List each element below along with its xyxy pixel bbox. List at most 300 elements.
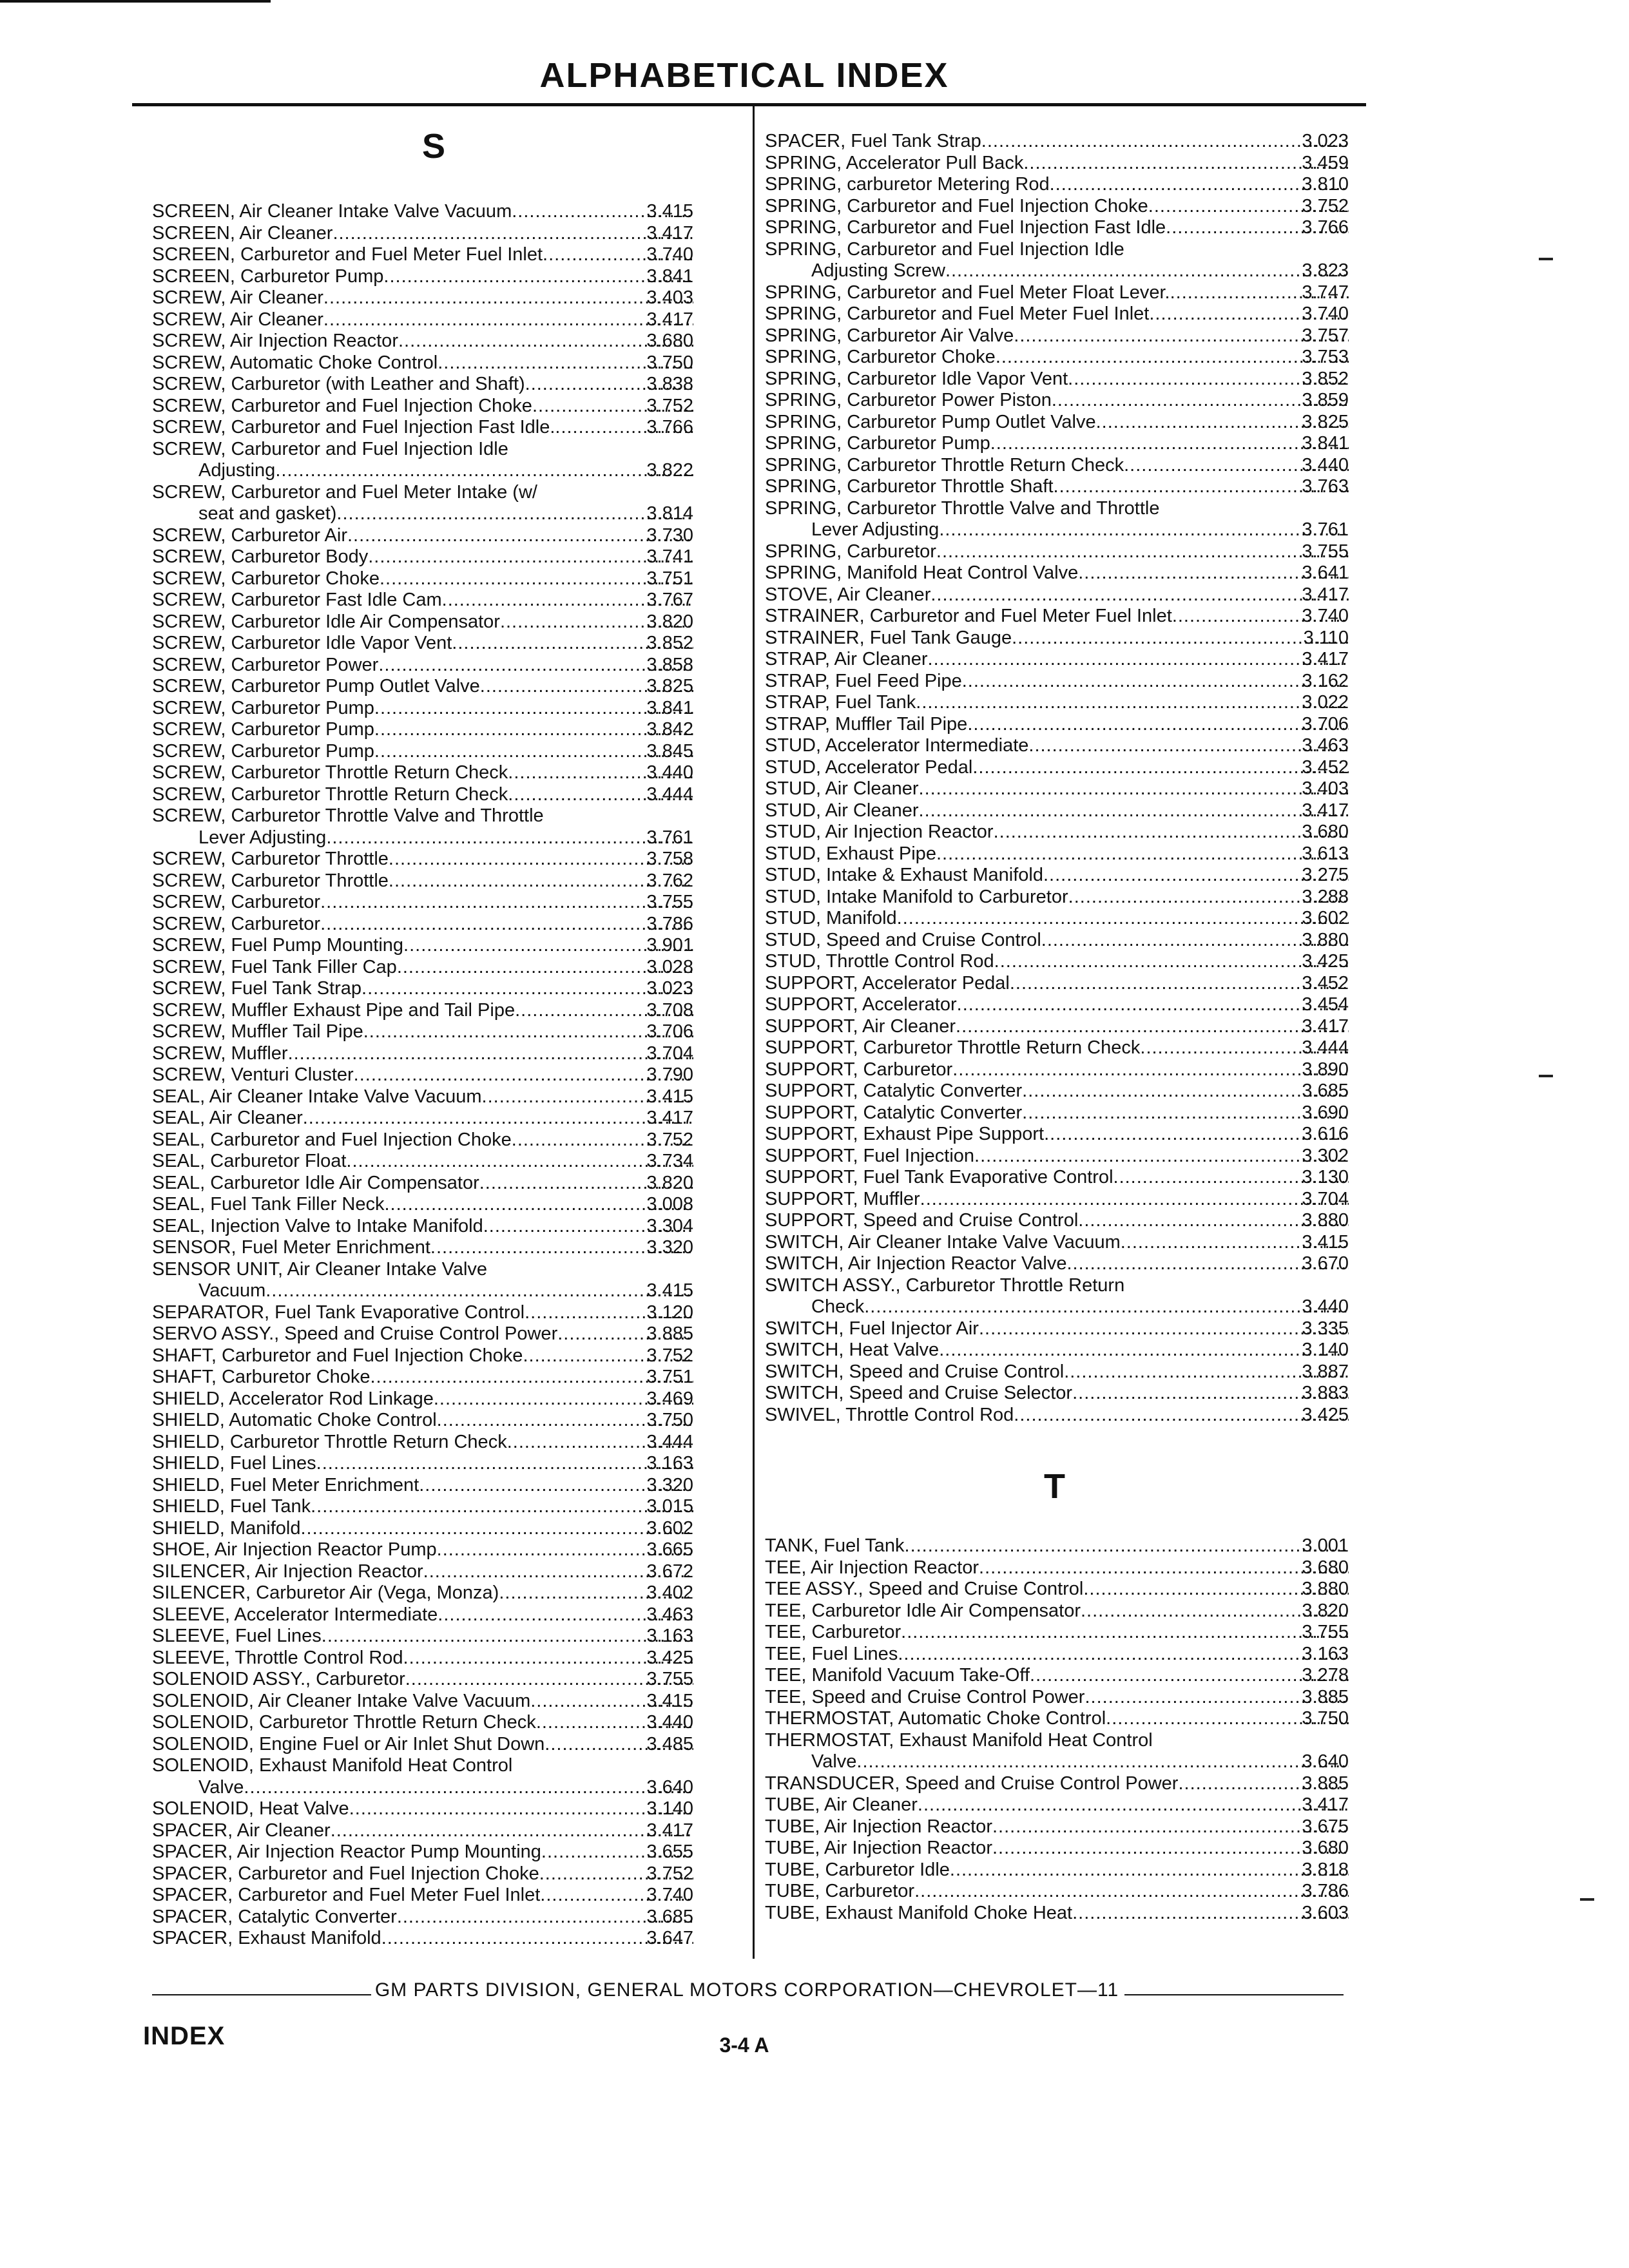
index-entry-page: 3.706 (1302, 713, 1349, 735)
index-entry-label: SCREW, Carburetor Pump ..... (152, 741, 693, 762)
index-entry-page: 3.820 (1302, 1600, 1349, 1621)
index-entry-label: SPRING, Carburetor Idle Vapor Vent ..... (765, 369, 1349, 389)
index-entry (765, 778, 1349, 800)
index-entry-page: 3.880 (1302, 929, 1349, 950)
index-entry (152, 1173, 693, 1195)
index-entry-page: 3.444 (1302, 1037, 1349, 1058)
index-entry (765, 412, 1349, 434)
index-entry-page: 3.704 (646, 1043, 693, 1064)
index-entry-label: SPRING, Carburetor Power Piston ..... (765, 390, 1349, 410)
index-entry-page: 3.750 (646, 1410, 693, 1430)
index-entry-label: TRANSDUCER, Speed and Cruise Control Power ..... (765, 1773, 1349, 1794)
index-entry (765, 455, 1349, 477)
index-entry (152, 417, 693, 439)
index-entry-label: SUPPORT, Accelerator ..... (765, 994, 1349, 1015)
index-entry-label: SUPPORT, Muffler ..... (765, 1189, 1349, 1209)
index-entry-label: SPRING, Carburetor and Fuel Injection Fast Idle ..... (765, 217, 1349, 238)
index-entry-page: 3.752 (646, 1129, 693, 1150)
index-entry (765, 1189, 1349, 1211)
index-entry-page: 3.880 (1302, 1579, 1349, 1599)
index-entry (152, 1432, 693, 1454)
index-entry-label: SHIELD, Fuel Tank ..... (152, 1496, 693, 1517)
index-entry-page: 3.838 (646, 374, 693, 394)
index-entry-label: SEAL, Air Cleaner Intake Valve Vacuum ..... (152, 1086, 693, 1107)
index-entry-label: SPRING, Carburetor Throttle Valve and Throttle (765, 497, 1160, 519)
index-entry (765, 1081, 1349, 1102)
index-entry-label: Valve ..... (811, 1751, 1349, 1772)
index-entry-page: 3.163 (646, 1453, 693, 1474)
index-entry-page: 3.887 (1302, 1361, 1349, 1382)
index-entry-page: 3.750 (1302, 1708, 1349, 1729)
index-entry-page: 3.680 (1302, 1838, 1349, 1858)
index-entry-label: SWITCH ASSY., Carburetor Throttle Return (765, 1274, 1125, 1296)
index-entry-page: 3.750 (646, 352, 693, 373)
index-entry-label: STRAP, Air Cleaner ..... (765, 649, 1349, 669)
index-entry-label: SCREW, Carburetor Choke ..... (152, 568, 693, 589)
index-entry (765, 498, 1349, 520)
index-entry-page: 3.417 (1302, 649, 1349, 669)
index-entry-label: TUBE, Air Injection Reactor ..... (765, 1816, 1349, 1837)
index-entry-page: 3.752 (646, 395, 693, 416)
index-entry (765, 217, 1349, 239)
index-entry (765, 1600, 1349, 1622)
index-entry (152, 223, 693, 245)
index-entry (765, 303, 1349, 325)
index-entry-label: SCREEN, Carburetor Pump ..... (152, 266, 693, 287)
index-entry-page: 3.740 (1302, 303, 1349, 324)
index-entry-label: SCREW, Carburetor Throttle Return Check ..... (152, 762, 693, 783)
index-entry-page: 3.675 (1302, 1816, 1349, 1837)
index-entry-label: seat and gasket) ..... (198, 503, 693, 524)
index-entry-label: SEAL, Air Cleaner ..... (152, 1108, 693, 1128)
index-entry-page: 3.751 (646, 568, 693, 589)
index-entry-label: SCREW, Carburetor Air ..... (152, 525, 693, 546)
index-entry-page: 3.613 (1302, 843, 1349, 864)
index-entry (152, 1885, 693, 1907)
index-entry-label: SILENCER, Air Injection Reactor ..... (152, 1561, 693, 1582)
index-entry-label: Lever Adjusting ..... (198, 827, 693, 848)
index-entry-page: 3.304 (646, 1215, 693, 1236)
index-entry (765, 1102, 1349, 1124)
index-entry-page: 3.022 (1302, 692, 1349, 713)
index-entry (152, 914, 693, 936)
index-entry-label: SCREW, Carburetor Pump ..... (152, 719, 693, 740)
index-entry-label: SPRING, Carburetor Choke ..... (765, 347, 1349, 367)
index-entry-label: SHIELD, Automatic Choke Control ..... (152, 1410, 693, 1430)
index-entry-label: SCREW, Carburetor ..... (152, 892, 693, 912)
index-entry-page: 3.415 (646, 1086, 693, 1107)
index-entry-page: 3.278 (1302, 1665, 1349, 1686)
index-entry (152, 1496, 693, 1518)
index-entry (765, 628, 1349, 649)
footer-text: GM PARTS DIVISION, GENERAL MOTORS CORPORATION—CHEVROLET—11 (374, 1979, 1119, 2001)
index-entry (152, 741, 693, 763)
index-entry-label: STUD, Intake Manifold to Carburetor ..... (765, 887, 1349, 907)
index-entry (152, 698, 693, 720)
index-entry (152, 957, 693, 979)
index-entry-label: SHIELD, Fuel Meter Enrichment ..... (152, 1475, 693, 1495)
index-entry-label: Adjusting ..... (198, 460, 693, 481)
index-entry (765, 347, 1349, 369)
index-entry-label: SPACER, Catalytic Converter ..... (152, 1907, 693, 1927)
index-entry-page: 3.880 (1302, 1210, 1349, 1231)
index-entry (765, 1773, 1349, 1795)
index-entry (152, 1367, 693, 1389)
index-entry (152, 546, 693, 568)
page-title: ALPHABETICAL INDEX (539, 56, 949, 95)
index-entry-page: 3.463 (646, 1604, 693, 1625)
index-entry-label: STUD, Air Injection Reactor ..... (765, 822, 1349, 842)
index-entry (765, 1622, 1349, 1644)
index-entry (765, 562, 1349, 584)
index-entry (152, 1669, 693, 1691)
index-entry (765, 1579, 1349, 1600)
index-entry-page: 3.417 (1302, 1015, 1349, 1037)
index-entry-label: SUPPORT, Carburetor Throttle Return Check ..... (765, 1037, 1349, 1058)
index-entry-page: 3.755 (646, 892, 693, 912)
index-entry-page: 3.740 (1302, 606, 1349, 626)
index-entry-page: 3.814 (646, 503, 693, 524)
index-entry (765, 196, 1349, 218)
index-entry-page: 3.859 (1302, 390, 1349, 410)
index-entry-label: STRAINER, Carburetor and Fuel Meter Fuel Inlet ..... (765, 606, 1349, 626)
index-entry-label: SCREW, Carburetor Throttle Valve and Throttle (152, 805, 544, 826)
index-entry-page: 3.755 (646, 1669, 693, 1689)
index-entry-page: 3.140 (1302, 1340, 1349, 1360)
index-entry (765, 1751, 1349, 1773)
index-entry (152, 805, 693, 827)
header-rule (132, 103, 1366, 106)
index-entry-label: SOLENOID, Carburetor Throttle Return Check ..... (152, 1712, 693, 1733)
index-entry-page: 3.670 (1302, 1253, 1349, 1274)
index-entry (765, 1037, 1349, 1059)
index-entry (152, 1453, 693, 1475)
index-entry-label: SEAL, Carburetor Idle Air Compensator ..... (152, 1173, 693, 1193)
index-entry-label: THERMOSTAT, Automatic Choke Control ..... (765, 1708, 1349, 1729)
column-divider (753, 103, 755, 1959)
index-entry-label: SCREW, Fuel Pump Mounting ..... (152, 935, 693, 956)
index-entry-label: SCREEN, Air Cleaner Intake Valve Vacuum ..... (152, 201, 693, 222)
index-entry-page: 3.690 (1302, 1102, 1349, 1123)
index-entry-label: STUD, Accelerator Pedal ..... (765, 757, 1349, 778)
index-entry-label: STUD, Accelerator Intermediate ..... (765, 735, 1349, 756)
index-entry-page: 3.602 (646, 1517, 693, 1539)
index-entry (152, 1021, 693, 1043)
index-entry-page: 3.766 (646, 417, 693, 437)
index-entry (765, 1275, 1349, 1297)
top-edge-mark (0, 0, 271, 3)
index-entry-page: 3.425 (1302, 1404, 1349, 1425)
index-entry (152, 827, 693, 849)
index-entry-label: STUD, Speed and Cruise Control ..... (765, 930, 1349, 950)
index-entry-page: 3.163 (1302, 1643, 1349, 1664)
index-entry (765, 174, 1349, 196)
index-entry-label: SCREW, Carburetor ..... (152, 914, 693, 934)
index-entry (765, 153, 1349, 175)
index-entry (765, 1059, 1349, 1081)
index-entry (765, 239, 1349, 261)
index-entry (152, 1302, 693, 1324)
index-entry (152, 1841, 693, 1863)
index-entry (152, 1691, 693, 1713)
index-entry (152, 1216, 693, 1238)
index-entry (765, 282, 1349, 304)
index-entry-page: 3.417 (1302, 1794, 1349, 1815)
index-entry-page: 3.640 (646, 1776, 693, 1798)
index-entry-label: SWITCH, Speed and Cruise Control ..... (765, 1361, 1349, 1382)
index-entry-page: 3.425 (646, 1647, 693, 1668)
index-entry-label: SHOE, Air Injection Reactor Pump ..... (152, 1539, 693, 1560)
index-entry-page: 3.883 (1302, 1383, 1349, 1403)
index-entry-label: SHIELD, Manifold ..... (152, 1518, 693, 1539)
index-entry-page: 3.402 (646, 1582, 693, 1603)
index-entry (765, 865, 1349, 887)
index-entry-page: 3.403 (646, 287, 693, 308)
index-entry-page: 3.890 (1302, 1059, 1349, 1080)
index-entry-label: SERVO ASSY., Speed and Cruise Control Power ..... (152, 1323, 693, 1344)
index-entry-page: 3.885 (646, 1323, 693, 1344)
index-entry-label: SPACER, Air Cleaner ..... (152, 1820, 693, 1841)
index-entry-page: 3.440 (646, 762, 693, 783)
index-entry (152, 1539, 693, 1561)
index-entry-label: THERMOSTAT, Exhaust Manifold Heat Control (765, 1729, 1153, 1751)
index-entry-page: 3.602 (1302, 908, 1349, 928)
index-entry-label: STRAP, Fuel Tank ..... (765, 692, 1349, 713)
index-entry-page: 3.655 (646, 1841, 693, 1862)
index-entry-label: SOLENOID ASSY., Carburetor ..... (152, 1669, 693, 1689)
index-entry-label: SCREW, Carburetor Pump Outlet Valve ..... (152, 676, 693, 697)
index-entry-label: SOLENOID, Air Cleaner Intake Valve Vacuum ..... (152, 1691, 693, 1711)
index-entry-page: 3.440 (1302, 1296, 1349, 1317)
index-entry (765, 757, 1349, 779)
index-entry-label: TEE, Carburetor Idle Air Compensator ..... (765, 1600, 1349, 1621)
index-entry-label: SCREW, Muffler Tail Pipe ..... (152, 1021, 693, 1042)
index-entry-page: 3.417 (1302, 800, 1349, 821)
index-entry-page: 3.444 (646, 1431, 693, 1452)
index-entry (152, 1648, 693, 1669)
index-entry-label: TUBE, Carburetor ..... (765, 1881, 1349, 1901)
index-entry-page: 3.440 (646, 1712, 693, 1733)
index-entry-page: 3.753 (1302, 347, 1349, 367)
index-entry-label: SHIELD, Fuel Lines ..... (152, 1453, 693, 1474)
index-entry (765, 1860, 1349, 1881)
index-entry-page: 3.758 (646, 849, 693, 869)
index-entry-page: 3.417 (646, 1108, 693, 1128)
index-entry-label: SWITCH, Speed and Cruise Selector ..... (765, 1383, 1349, 1403)
index-entry-page: 3.110 (1303, 627, 1349, 648)
index-entry-label: SCREEN, Carburetor and Fuel Meter Fuel Inlet ..... (152, 244, 693, 265)
index-entry-label: Lever Adjusting ..... (811, 519, 1349, 540)
index-entry-page: 3.680 (1302, 822, 1349, 842)
index-entry-label: SCREW, Carburetor Body ..... (152, 546, 693, 567)
index-entry (765, 1210, 1349, 1232)
index-entry (152, 1626, 693, 1648)
index-entry-page: 3.415 (646, 1690, 693, 1711)
index-entry (152, 396, 693, 418)
index-entry-label: SOLENOID, Exhaust Manifold Heat Control (152, 1755, 513, 1776)
index-entry-page: 3.028 (646, 956, 693, 977)
index-entry-label: SEAL, Carburetor Float ..... (152, 1151, 693, 1171)
index-entry (152, 1108, 693, 1129)
index-entry-label: SENSOR UNIT, Air Cleaner Intake Valve (152, 1258, 488, 1280)
index-entry-label: SCREW, Fuel Tank Strap ..... (152, 978, 693, 999)
index-entry-label: SCREW, Fuel Tank Filler Cap ..... (152, 957, 693, 977)
index-entry (765, 584, 1349, 606)
index-entry-label: SEAL, Injection Valve to Intake Manifold ..... (152, 1216, 693, 1236)
index-entry (765, 433, 1349, 455)
index-entry (152, 1820, 693, 1842)
index-entry-label: SENSOR, Fuel Meter Enrichment ..... (152, 1237, 693, 1258)
index-entry-label: SPRING, Carburetor Throttle Return Check ..... (765, 455, 1349, 476)
index-entry (152, 439, 693, 461)
index-entry-page: 3.852 (1302, 368, 1349, 389)
index-entry-label: STUD, Air Cleaner ..... (765, 800, 1349, 821)
index-entry-label: SHIELD, Carburetor Throttle Return Check ..... (152, 1432, 693, 1452)
index-entry-page: 3.755 (1302, 1622, 1349, 1642)
index-entry (152, 590, 693, 611)
index-entry (765, 1232, 1349, 1254)
index-entry (765, 1644, 1349, 1666)
index-entry-label: SCREW, Air Cleaner ..... (152, 287, 693, 308)
index-entry-page: 3.680 (646, 331, 693, 351)
margin-tick (1539, 258, 1553, 260)
index-entry (152, 482, 693, 504)
index-entry-label: SPRING, carburetor Metering Rod ..... (765, 174, 1349, 195)
index-entry (152, 1043, 693, 1065)
index-entry-label: SCREW, Carburetor Idle Vapor Vent ..... (152, 633, 693, 653)
index-entry (152, 1129, 693, 1151)
index-entry-page: 3.845 (646, 740, 693, 762)
index-entry-page: 3.417 (646, 222, 693, 244)
index-entry (765, 1557, 1349, 1579)
index-entry-label: Adjusting Screw ..... (811, 260, 1349, 281)
index-entry (152, 1561, 693, 1583)
index-entry (152, 1064, 693, 1086)
index-entry-label: SUPPORT, Fuel Tank Evaporative Control ..... (765, 1167, 1349, 1187)
index-entry (765, 369, 1349, 390)
index-entry-label: STOVE, Air Cleaner ..... (765, 584, 1349, 605)
index-entry-label: SCREW, Muffler ..... (152, 1043, 693, 1064)
index-entry-page: 3.417 (1302, 584, 1349, 605)
index-entry-label: SPRING, Carburetor and Fuel Meter Fuel Inlet ..... (765, 303, 1349, 324)
index-entry-page: 3.452 (1302, 756, 1349, 778)
index-entry (152, 762, 693, 784)
page-number: 3-4 A (719, 2033, 769, 2057)
index-entry (765, 649, 1349, 671)
index-entry-label: SPRING, Accelerator Pull Back ..... (765, 153, 1349, 173)
index-entry (765, 1383, 1349, 1405)
index-entry-page: 3.023 (646, 978, 693, 999)
index-entry-page: 3.825 (646, 676, 693, 697)
index-entry-page: 3.708 (646, 999, 693, 1021)
index-entry-label: TEE, Fuel Lines ..... (765, 1644, 1349, 1664)
index-entry (152, 1259, 693, 1281)
index-entry-page: 3.463 (1302, 735, 1349, 756)
index-entry-page: 3.023 (1302, 131, 1349, 151)
index-entry-page: 3.901 (646, 935, 693, 956)
index-entry-label: SCREW, Carburetor and Fuel Meter Intake (w/ (152, 481, 537, 503)
index-entry-page: 3.763 (1302, 476, 1349, 497)
index-entry (152, 676, 693, 698)
index-entry (152, 460, 693, 482)
index-entry-label: TEE, Manifold Vacuum Take-Off ..... (765, 1665, 1349, 1686)
index-entry-label: STRAP, Fuel Feed Pipe ..... (765, 671, 1349, 691)
index-entry-page: 3.790 (646, 1064, 693, 1085)
index-entry-label: TUBE, Exhaust Manifold Choke Heat ..... (765, 1903, 1349, 1923)
index-entry-page: 3.751 (646, 1367, 693, 1387)
index-entry-label: SWITCH, Air Injection Reactor Valve ..... (765, 1253, 1349, 1274)
index-entry-label: SCREW, Carburetor and Fuel Injection Fast Idle. ..... (152, 417, 693, 437)
index-entry-page: 3.130 (1302, 1167, 1349, 1187)
index-entry-label: SLEEVE, Fuel Lines ..... (152, 1626, 693, 1646)
index-entry-page: 3.757 (1302, 325, 1349, 346)
index-entry-label: STUD, Throttle Control Rod ..... (765, 951, 1349, 972)
index-entry-page: 3.810 (1302, 174, 1349, 195)
index-entry-label: SEPARATOR, Fuel Tank Evaporative Control ..... (152, 1302, 693, 1323)
index-entry-label: SPACER, Carburetor and Fuel Injection Choke ..... (152, 1863, 693, 1884)
index-entry (765, 1903, 1349, 1925)
index-entry-label: SHAFT, Carburetor Choke ..... (152, 1367, 693, 1387)
index-entry-page: 3.842 (646, 719, 693, 740)
index-entry-label: Valve ..... (198, 1777, 693, 1798)
index-entry-page: 3.858 (646, 654, 693, 675)
index-entry (765, 476, 1349, 498)
index-entry-page: 3.841 (646, 697, 693, 718)
index-entry-label: SWIVEL, Throttle Control Rod ..... (765, 1405, 1349, 1425)
index-entry (152, 1323, 693, 1345)
index-entry (765, 260, 1349, 282)
index-entry-page: 3.822 (646, 460, 693, 481)
index-entry-page: 3.320 (646, 1237, 693, 1258)
index-entry-label: SCREW, Carburetor Idle Air Compensator ..... (152, 611, 693, 632)
index-entry (765, 714, 1349, 736)
index-entry-label: SCREW, Automatic Choke Control ..... (152, 352, 693, 373)
index-entry-page: 3.417 (646, 309, 693, 330)
index-entry-page: 3.647 (646, 1928, 693, 1948)
index-entry-label: SCREW, Carburetor and Fuel Injection Idle (152, 438, 508, 459)
index-entry-page: 3.640 (1302, 1751, 1349, 1772)
index-entry (765, 1730, 1349, 1752)
index-entry-page: 3.740 (646, 1885, 693, 1905)
index-entry-page: 3.672 (646, 1561, 693, 1582)
index-entry-label: TANK, Fuel Tank ..... (765, 1535, 1349, 1556)
index-entry-label: SPRING, Carburetor Throttle Shaft ..... (765, 476, 1349, 497)
index-entry-page: 3.752 (646, 1345, 693, 1366)
index-entry-label: SCREEN, Air Cleaner ..... (152, 223, 693, 244)
index-entry (765, 1708, 1349, 1730)
index-entry-page: 3.162 (1302, 670, 1349, 691)
index-entry-label: SHIELD, Accelerator Rod Linkage ..... (152, 1389, 693, 1409)
index-entry-label: SPRING, Manifold Heat Control Valve ..... (765, 562, 1349, 583)
index-entry (152, 1712, 693, 1734)
index-entry-page: 3.425 (1302, 951, 1349, 972)
index-entry (765, 994, 1349, 1016)
index-entry (765, 1340, 1349, 1361)
index-entry-page: 3.163 (646, 1626, 693, 1646)
index-entry-page: 3.823 (1302, 260, 1349, 281)
index-entry (152, 244, 693, 266)
index-entry-label: SPRING, Carburetor Pump Outlet Valve ..... (765, 412, 1349, 432)
index-entry-label: SPACER, Air Injection Reactor Pump Mounting ..... (152, 1841, 693, 1862)
index-entry (765, 1167, 1349, 1189)
index-entry-label: SCREW, Carburetor Throttle ..... (152, 870, 693, 891)
index-entry-label: SUPPORT, Catalytic Converter ..... (765, 1102, 1349, 1123)
index-entry-page: 3.320 (646, 1474, 693, 1495)
index-entry (152, 1755, 693, 1777)
index-entry (152, 784, 693, 806)
index-entry-page: 3.335 (1302, 1318, 1349, 1339)
index-entry-label: SUPPORT, Fuel Injection ..... (765, 1146, 1349, 1166)
